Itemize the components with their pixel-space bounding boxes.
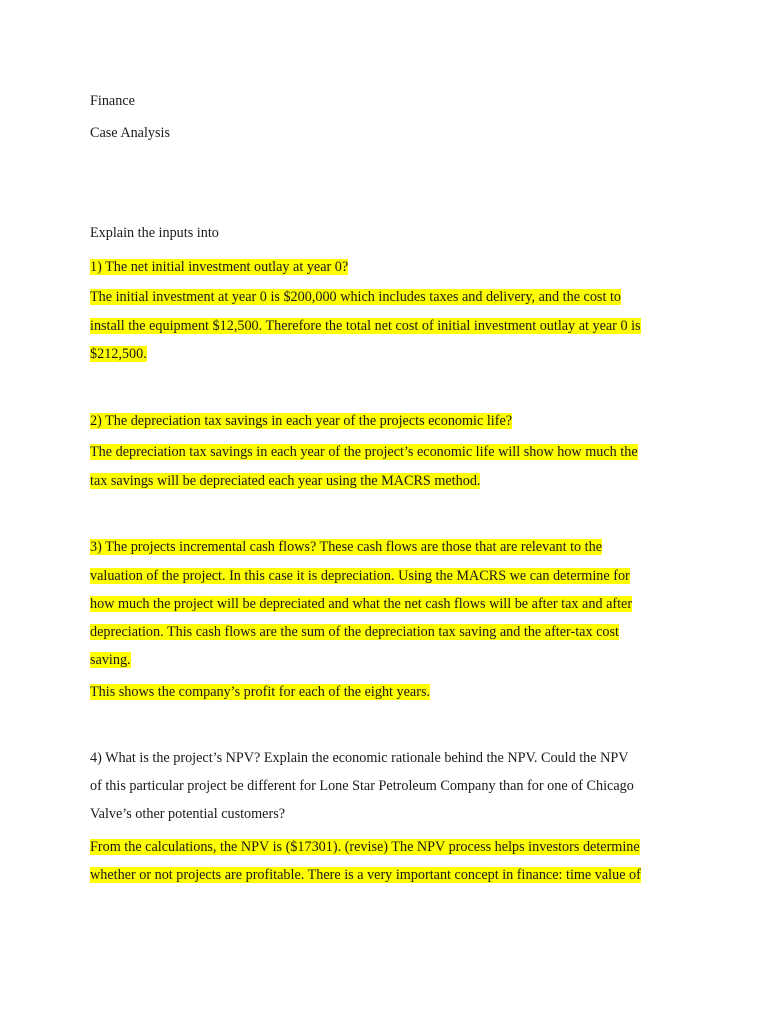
question-2: 2) The depreciation tax savings in each year of the projects economic life? [90, 413, 513, 429]
answer-4-line: whether or not projects are profitable. There is a very important concept in finance: time value of [90, 867, 641, 883]
question-4-line: of this particular project be different for Lone Star Petroleum Company than for one of Chicago [90, 778, 634, 794]
answer-1-line: install the equipment $12,500. Therefore the total net cost of initial investment outlay at year 0 is [90, 318, 641, 334]
question-3-line: saving. [90, 652, 131, 668]
question-1: 1) The net initial investment outlay at year 0? [90, 259, 349, 275]
answer-2-line: The depreciation tax savings in each year of the project’s economic life will show how much the [90, 444, 638, 460]
intro-text: Explain the inputs into [90, 225, 219, 241]
question-3-line: depreciation. This cash flows are the sum of the depreciation tax saving and the after-tax cost [90, 624, 619, 640]
question-3-line: how much the project will be depreciated and what the net cash flows will be after tax and after [90, 596, 633, 612]
document-subtitle: Case Analysis [90, 125, 170, 141]
answer-4-line: From the calculations, the NPV is ($17301). (revise) The NPV process helps investors determine [90, 839, 640, 855]
question-3-line: 3) The projects incremental cash flows? These cash flows are those that are relevant to the [90, 539, 602, 555]
question-4-line: 4) What is the project’s NPV? Explain the economic rationale behind the NPV. Could the NPV [90, 750, 629, 766]
answer-3-line: This shows the company’s profit for each of the eight years. [90, 684, 431, 700]
answer-2-line: tax savings will be depreciated each year using the MACRS method. [90, 473, 481, 489]
answer-1-line: The initial investment at year 0 is $200,000 which includes taxes and delivery, and the cost to [90, 289, 621, 305]
answer-1-line: $212,500. [90, 346, 147, 362]
question-4-line: Valve’s other potential customers? [90, 806, 286, 822]
question-3-line: valuation of the project. In this case it is depreciation. Using the MACRS we can determine for [90, 568, 630, 584]
course-title: Finance [90, 93, 135, 109]
